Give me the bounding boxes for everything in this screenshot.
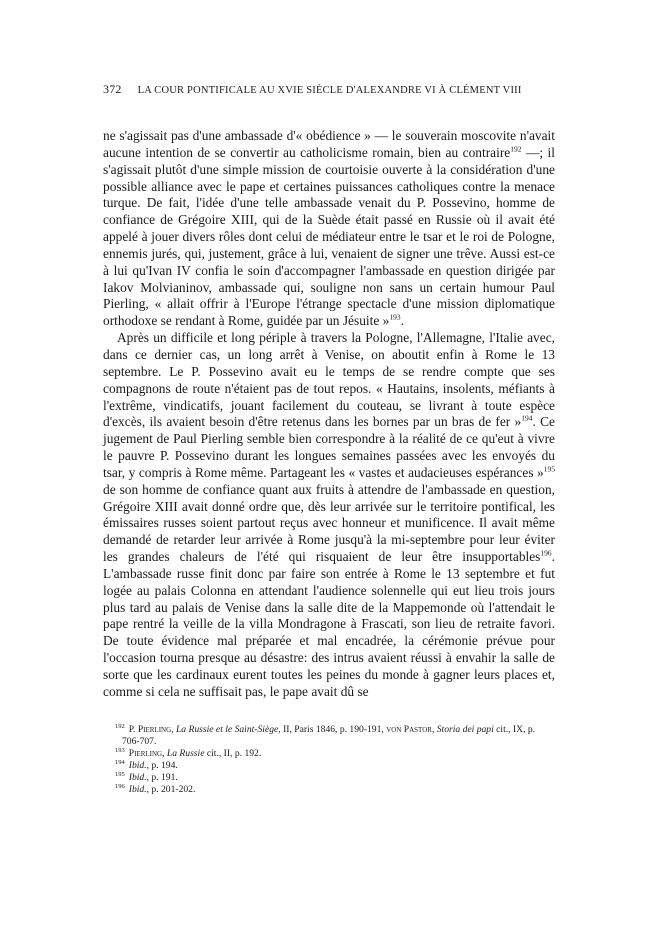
- running-head: LA COUR PONTIFICALE AU XVIE SIÈCLE D'ALEXANDRE VI À CLÉMENT VIII: [137, 85, 522, 96]
- footnote-text: , p. 194.: [146, 760, 178, 772]
- footnote-number: 193: [115, 747, 125, 754]
- body-text: [103, 128, 555, 701]
- footnote-author: Pierling: [128, 748, 163, 760]
- footnote-ref-195[interactable]: 195: [543, 464, 555, 474]
- paragraph-2-text-c: de son homme de confiance quant aux fruits à attendre de l'ambassade en question, Grégoire XIII avait donné ordre que, dès leur arrivée sur le territoire pontifical, les émissaires russes soient partout reçus avec honneur et munificence. Il avait même demandé de retarder leur arrivée à Rome jusqu'à la mi-septembre pour leur éviter les grandes chaleurs de l'été qui risquaient de leur être insupportables: [103, 481, 555, 565]
- footnote-title: Ibid.: [128, 760, 147, 772]
- footnote-text: ,: [431, 724, 437, 735]
- paragraph-1-text-b: —; il s'agissait plutôt d'une simple mission de courtoisie ouverte à la considération d'une possible alliance avec le pape et certaines puissances catholiques contre la menace turque. De fait, l'idée d'une telle ambassade venait du P. Possevino, homme de confiance de Grégoire XIII, qui de la Suède était passé en Russie où il avait été appelé à jouer divers rôles dont celui de médiateur entre le tsar et le roi de Pologne, ennemis jurés, qui, justement, grâce à lui, venaient de signer une trêve. Aussi est-ce à lui qu'Ivan IV confia le soin d'accompagner l'ambassade en question dirigée par Iakov Molvianinov, ambassade qui, souligne non sans un certain humour Paul Pierling, « allait offrir à l'Europe l'étrange spectacle d'une mission diplomatique orthodoxe se rendant à Rome, guidée par un Jésuite »: [103, 144, 555, 329]
- footnote-number: 194: [115, 759, 125, 767]
- footnote-title: Ibid.: [128, 784, 147, 796]
- footnote-number: 196: [115, 783, 125, 791]
- footnote-text: ,: [171, 724, 176, 735]
- footnote-number: 192: [115, 722, 125, 730]
- paragraph-2-text-a: Après un difficile et long périple à travers la Pologne, l'Allemagne, l'Italie avec, dans ce dernier cas, un long arrêt à Venise, on aboutit enfin à Rome le 13 septembre. Le P. Possevino avait eu le temps de se rendre compte que ses compagnons de route n'étaient pas de tout repos. « Hautains, insolents, méfiants à l'extrême, vindicatifs, jouant facilement du couteau, se livrant à toute espèce d'excès, ils avaient besoin d'être retenus dans les bornes par un bras de fer »: [103, 330, 555, 430]
- footnotes: [103, 724, 555, 797]
- paragraph-2-text-d: . L'ambassade russe finit donc par faire son entrée à Rome le 13 septembre et fut logée au palais Colonna en attendant l'audience solennelle qui eut lieu trois jours plus tard au palais de Venise dans la salle dite de la Mappemonde où l'attendait le pape rentré la veille de la villa Mondragone à Frascati, son lieu de retraite favori. De toute évidence mal préparée et mal encadrée, la cérémonie prévue pour l'occasion tourna presque au désastre: des intrus avaient réussi à envahir la salle de sorte que les cardinaux eurent toutes les peines du monde à gagner leurs places et, comme si cela ne suffisait pas, le pape avait dû se: [103, 549, 555, 699]
- page-number: 372: [103, 82, 122, 96]
- footnote-192: [103, 724, 555, 748]
- footnote-author: von Pastor: [386, 724, 432, 735]
- footnote-196: [103, 784, 555, 796]
- footnote-text: , II, Paris 1846, p. 190-191,: [278, 724, 387, 735]
- footnote-195: [103, 772, 555, 784]
- footnote-title: La Russie: [166, 748, 205, 760]
- paragraph-1-text-c: .: [400, 313, 404, 329]
- footnote-text: , p. 191.: [146, 772, 178, 784]
- footnote-text: ,: [162, 748, 167, 760]
- footnote-ref-192[interactable]: 192: [510, 144, 522, 154]
- page-header: [103, 82, 555, 97]
- footnote-193: [103, 748, 555, 760]
- footnote-number: 195: [115, 771, 125, 779]
- footnote-title: Storia dei papi: [436, 724, 494, 735]
- footnote-title: La Russie et le Saint-Siège: [175, 724, 279, 735]
- paragraph-1: [103, 128, 555, 330]
- paragraph-2: [103, 330, 555, 701]
- footnote-author: P. Pierling: [128, 724, 172, 735]
- paragraph-1-text-a: ne s'agissait pas d'une ambassade d'« obédience » — le souverain moscovite n'avait aucune intention de se convertir au catholicisme romain, bien au contraire: [103, 128, 555, 160]
- footnote-text: , p. 201-202.: [146, 784, 196, 796]
- footnote-text: cit., IX, p. 706-707.: [122, 724, 536, 748]
- footnote-title: Ibid.: [128, 772, 147, 784]
- footnote-ref-193[interactable]: 193: [389, 312, 401, 322]
- paragraph-2-text-b: . Ce jugement de Paul Pierling semble bien correspondre à la réalité de ce qu'eut à vivre le pauvre P. Possevino durant les longues semaines passées avec les envoyés du tsar, y compris à Rome même. Partageant les « vastes et audacieuses espérances »: [103, 414, 555, 480]
- footnote-ref-196[interactable]: 196: [540, 548, 552, 558]
- footnote-text: cit., II, p. 192.: [204, 748, 262, 760]
- footnote-ref-194[interactable]: 194: [521, 413, 533, 423]
- footnote-194: [103, 760, 555, 772]
